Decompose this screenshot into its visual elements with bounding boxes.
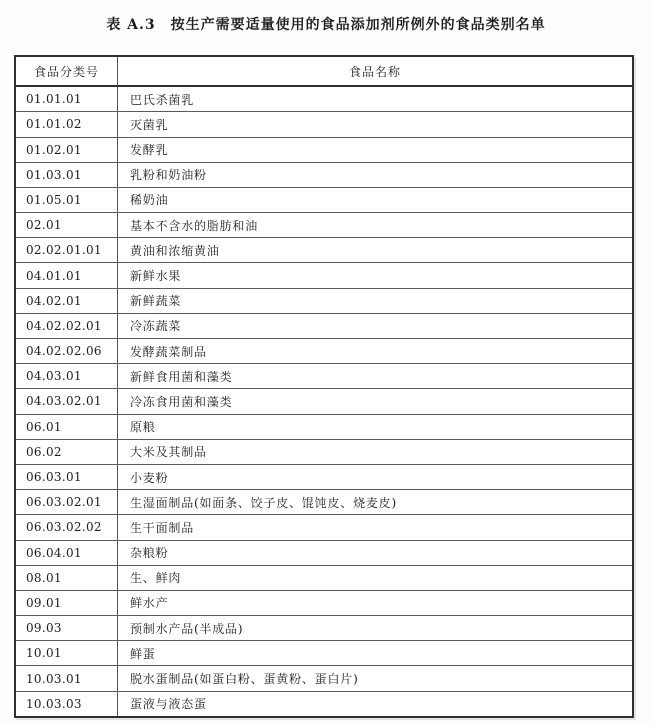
table-row	[15, 339, 633, 364]
food-name: 原粮	[118, 414, 634, 439]
food-category-code: 08.01	[15, 565, 118, 590]
food-name: 灭菌乳	[118, 112, 634, 137]
food-category-code: 10.01	[15, 641, 118, 666]
table-row	[15, 490, 633, 515]
table-row	[15, 641, 633, 666]
food-name: 生干面制品	[118, 515, 634, 540]
food-name: 乳粉和奶油粉	[118, 162, 634, 187]
food-name: 鲜蛋	[118, 641, 634, 666]
food-name: 小麦粉	[118, 464, 634, 489]
food-category-code: 02.01	[15, 213, 118, 238]
food-category-code: 04.01.01	[15, 263, 118, 288]
table-row	[15, 565, 633, 590]
table-row	[15, 616, 633, 641]
food-category-code: 01.02.01	[15, 137, 118, 162]
table-row	[15, 515, 633, 540]
table-row	[15, 439, 633, 464]
table-body	[15, 86, 633, 717]
food-category-code: 09.03	[15, 616, 118, 641]
food-name: 发酵乳	[118, 137, 634, 162]
header-food-name: 食品名称	[118, 56, 634, 86]
food-category-code: 06.04.01	[15, 540, 118, 565]
food-category-code: 04.02.02.01	[15, 313, 118, 338]
food-category-code: 01.05.01	[15, 187, 118, 212]
food-name: 蛋液与液态蛋	[118, 691, 634, 717]
food-name: 生、鲜肉	[118, 565, 634, 590]
table-row	[15, 263, 633, 288]
table-row	[15, 389, 633, 414]
table-row	[15, 666, 633, 691]
table-row	[15, 364, 633, 389]
table-caption: 表 A.3 按生产需要适量使用的食品添加剂所例外的食品类别名单	[106, 17, 546, 33]
table-row	[15, 691, 633, 717]
food-name: 发酵蔬菜制品	[118, 339, 634, 364]
food-category-code: 06.03.01	[15, 464, 118, 489]
food-category-table	[14, 55, 634, 718]
header-row	[15, 56, 633, 86]
food-category-code: 04.02.01	[15, 288, 118, 313]
food-name: 巴氏杀菌乳	[118, 86, 634, 112]
food-category-code: 10.03.03	[15, 691, 118, 717]
food-category-code: 06.03.02.01	[15, 490, 118, 515]
food-name: 鲜水产	[118, 590, 634, 615]
food-category-code: 06.01	[15, 414, 118, 439]
food-category-code: 04.03.02.01	[15, 389, 118, 414]
food-name: 脱水蛋制品(如蛋白粉、蛋黄粉、蛋白片)	[118, 666, 634, 691]
food-name: 大米及其制品	[118, 439, 634, 464]
food-category-code: 02.02.01.01	[15, 238, 118, 263]
table-row	[15, 86, 633, 112]
table-row	[15, 414, 633, 439]
food-name: 基本不含水的脂肪和油	[118, 213, 634, 238]
table-row	[15, 288, 633, 313]
food-name: 冷冻食用菌和藻类	[118, 389, 634, 414]
food-category-code: 04.02.02.06	[15, 339, 118, 364]
food-name: 杂粮粉	[118, 540, 634, 565]
food-name: 黄油和浓缩黄油	[118, 238, 634, 263]
table-row	[15, 238, 633, 263]
food-name: 生湿面制品(如面条、饺子皮、馄饨皮、烧麦皮)	[118, 490, 634, 515]
food-name: 冷冻蔬菜	[118, 313, 634, 338]
table-row	[15, 213, 633, 238]
food-category-code: 01.01.01	[15, 86, 118, 112]
table-row	[15, 590, 633, 615]
food-category-code: 04.03.01	[15, 364, 118, 389]
food-name: 新鲜水果	[118, 263, 634, 288]
food-category-code: 01.03.01	[15, 162, 118, 187]
food-category-code: 09.01	[15, 590, 118, 615]
table-row	[15, 187, 633, 212]
table-row	[15, 464, 633, 489]
food-category-code: 10.03.01	[15, 666, 118, 691]
table-row	[15, 112, 633, 137]
food-name: 新鲜食用菌和藻类	[118, 364, 634, 389]
food-category-code: 06.02	[15, 439, 118, 464]
food-name: 预制水产品(半成品)	[118, 616, 634, 641]
table-row	[15, 137, 633, 162]
food-name: 新鲜蔬菜	[118, 288, 634, 313]
food-category-code: 06.03.02.02	[15, 515, 118, 540]
table-row	[15, 313, 633, 338]
table-row	[15, 540, 633, 565]
table-row	[15, 162, 633, 187]
food-category-code: 01.01.02	[15, 112, 118, 137]
header-food-category-code: 食品分类号	[15, 56, 118, 86]
food-name: 稀奶油	[118, 187, 634, 212]
